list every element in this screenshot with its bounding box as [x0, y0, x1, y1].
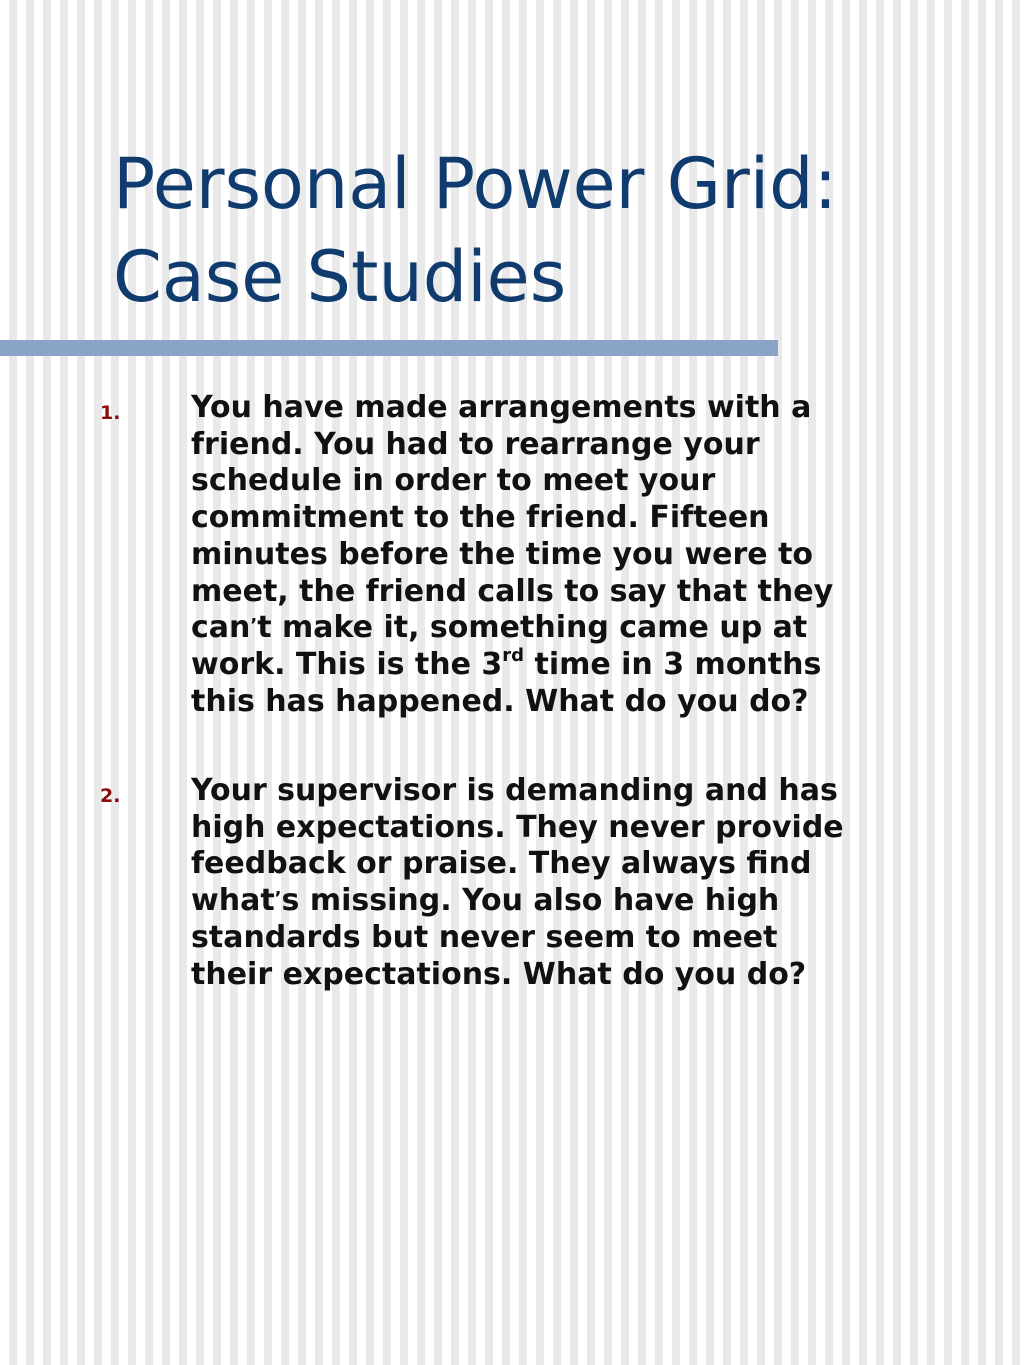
text-fragment: can	[191, 610, 251, 646]
text-fragment: time in 3 months	[524, 646, 822, 682]
slide-title-line: Case Studies	[113, 236, 567, 318]
list-item-number: 2.	[100, 785, 121, 807]
list-item-text	[191, 390, 991, 720]
text-line: Your supervisor is demanding and has	[191, 773, 838, 808]
text-line: commitment to the friend. Fifteen	[191, 500, 770, 536]
text-line: standards but never seem to meet	[191, 919, 778, 955]
text-line: friend. You had to rearrange your	[191, 426, 760, 462]
text-fragment: s missing. You also have high	[281, 883, 780, 919]
apostrophe: ’	[250, 615, 258, 637]
text-line: feedback or praise. They always find	[191, 846, 812, 882]
text-line	[191, 883, 991, 920]
list-item-text	[191, 773, 991, 993]
title-divider	[0, 340, 778, 356]
text-fragment: what	[191, 883, 275, 919]
text-line	[191, 610, 991, 647]
text-line: minutes before the time you were to	[191, 536, 814, 572]
text-line: meet, the friend calls to say that they	[191, 573, 834, 609]
text-fragment: t make it, something came up at	[257, 610, 808, 646]
text-fragment: work. This is the 3	[191, 646, 503, 682]
ordinal-suffix: rd	[502, 644, 525, 666]
text-line: You have made arrangements with a	[191, 390, 812, 425]
slide-title-line: Personal Power Grid:	[113, 143, 838, 225]
text-line: this has happened. What do you do?	[191, 683, 809, 719]
list-item-number: 1.	[100, 402, 121, 424]
apostrophe: ’	[274, 888, 282, 910]
text-line: schedule in order to meet your	[191, 463, 716, 499]
text-line	[191, 644, 991, 684]
text-line: high expectations. They never provide	[191, 809, 844, 845]
text-line: their expectations. What do you do?	[191, 956, 807, 992]
slide-title	[113, 138, 993, 324]
